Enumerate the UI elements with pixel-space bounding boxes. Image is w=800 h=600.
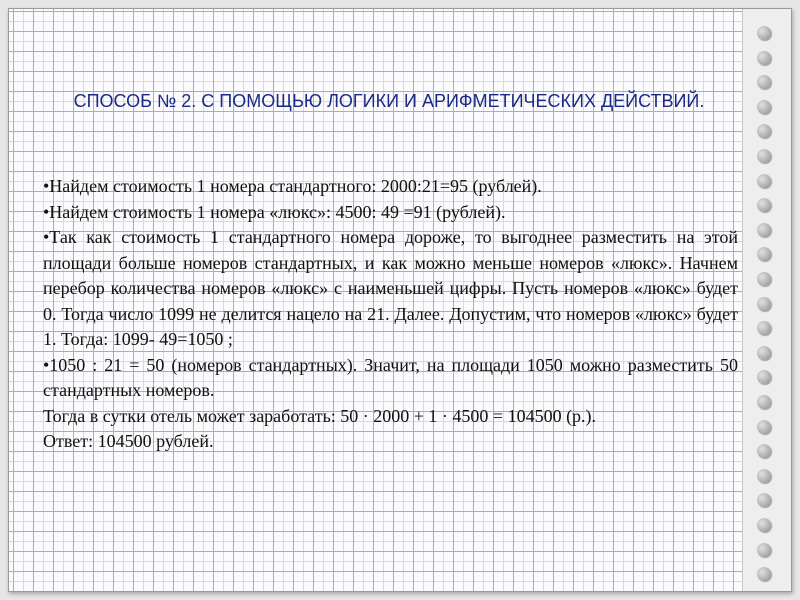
binding-ring <box>757 174 771 188</box>
spiral-binding <box>742 9 791 591</box>
binding-ring <box>757 321 771 335</box>
binding-ring <box>757 223 771 237</box>
binding-ring <box>757 124 771 138</box>
binding-ring <box>757 567 771 581</box>
binding-ring <box>757 420 771 434</box>
binding-ring <box>757 518 771 532</box>
binding-ring <box>757 370 771 384</box>
binding-ring <box>757 149 771 163</box>
notebook-page <box>8 8 792 592</box>
binding-ring <box>757 100 771 114</box>
binding-ring <box>757 297 771 311</box>
step-daily-income: Тогда в сутки отель может заработать: 50 · 2000 + 1 · 4500 = 104500 (р.). <box>43 405 597 426</box>
step-lux-price: •Найдем стоимость 1 номера «люкс»: 4500: 49 =91 (рублей). <box>43 201 506 222</box>
solution-text <box>43 174 738 455</box>
answer: Ответ: 104500 рублей. <box>43 431 214 451</box>
binding-ring <box>757 198 771 212</box>
binding-ring <box>757 543 771 557</box>
binding-ring <box>757 444 771 458</box>
slide-title: СПОСОБ № 2. С ПОМОЩЬЮ ЛОГИКИ И АРИФМЕТИЧЕСКИХ ДЕЙСТВИЙ. <box>73 91 705 111</box>
binding-ring <box>757 469 771 483</box>
binding-ring <box>757 247 771 261</box>
binding-ring <box>757 395 771 409</box>
binding-ring <box>757 493 771 507</box>
binding-ring <box>757 51 771 65</box>
binding-ring <box>757 272 771 286</box>
step-standard-price: •Найдем стоимость 1 номера стандартного: 2000:21=95 (рублей). <box>43 176 542 196</box>
step-reasoning: •Так как стоимость 1 стандартного номера дороже, то выгоднее разместить на этой площади больше номеров стандартных, и как можно меньше номеров «люкс». Начнем перебор количества номеров «люкс» с наименьшей цифры. Пусть номеров «люкс» будет 0. Тогда число 1099 не делится нацело на 21. Далее. Допустим, что номеров «люкс» будет 1. Тогда: 1099- 49=1050 ; <box>43 227 738 349</box>
binding-ring <box>757 346 771 360</box>
step-standard-count: •1050 : 21 = 50 (номеров стандартных). Значит, на площади 1050 можно разместить 50 стандартных номеров. <box>43 354 738 400</box>
binding-ring <box>757 75 771 89</box>
binding-ring <box>757 26 771 40</box>
